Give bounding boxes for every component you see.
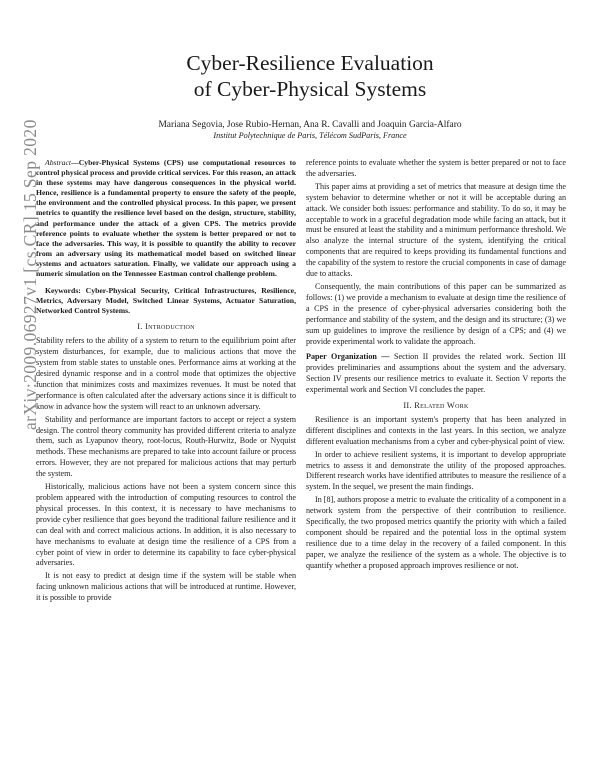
paper-organization-text: Section II provides the related work. Section III provides preliminaries and assumptions about the system and the adversary. Section IV presents our resilience metrics to evaluate it. Section V reports the experimental work and Section VI concludes the paper. [306, 352, 566, 395]
section-heading-related-work: II. Related Work [403, 401, 469, 411]
keywords: Keywords: Cyber-Physical Security, Critical Infrastructures, Resilience, Metrics, Adversary Model, Switched Linear Systems, Actuator Saturation, Networked Control Systems. [36, 286, 296, 316]
section-heading-introduction: I. Introduction [137, 322, 195, 332]
paper-organization-label: Paper Organization — [306, 352, 390, 362]
title-line-1: Cyber-Resilience Evaluation [186, 51, 434, 75]
author-list: Mariana Segovia, Jose Rubio-Hernan, Ana R. Cavalli and Joaquin Garcia-Alfaro [158, 120, 462, 130]
intro-paragraph: Stability refers to the ability of a system to return to the equilibrium point after system disturbances, for example, due to malicious actions that move the system from stable states to unstable ones. Performance aims at working at the desired dynamic response and in a control mode that optimizes the objective function that minimizes costs and maximizes revenues. It must be noted that performance is often calculated after the adversary actions since it is difficult to know in advance how the system will react to an unknown adversary. [36, 336, 296, 411]
related-work-paragraph: In order to achieve resilient systems, it is important to develop appropriate metrics to assess it and demonstrate the utility of the proposed approaches. Different research works have identified attributes to measure the resilience of a system. In the sequel, we present the main findings. [306, 449, 566, 492]
intro-paragraph: Historically, malicious actions have not been a system concern since this problem appeared with the introduction of computing resources to control the physical processes. In this context, it is necessary to have mechanisms to provide cyber resilience that goes beyond the traditional failure resilience and it can deal with and correct malicious actions. In addition, it is also necessary to have mechanisms to evaluate at design time the resilience of a CPS from a cyber point of view in order to determine its capability to face cyber-physical adversaries. [36, 482, 296, 568]
contributions-paragraph: Consequently, the main contributions of this paper can be summarized as follows: (1) we provide a mechanism to evaluate at design time the resilience of a CPS in the presence of cyber-physical adversaries considering both the performance and stability of the system, and the design and its structure; (3) we sum up guidelines to improve the resilience by design of a CPS; and (4) we provide experimental work to validate the approach. [306, 281, 566, 346]
related-work-paragraph: Resilience is an important system's property that has been analyzed in different disciplines and contexts in the last years. In this section, we analyze different evaluation mechanisms from a cyber and cyber-physical point of view. [306, 414, 566, 446]
intro-paragraph: Stability and performance are important factors to accept or reject a system design. The control theory community has provided different criteria to analyze them, such as Lyapunov theory, root-locus, Routh-Hurwitz, Bode or Nyquist methods. These mechanisms are prepared to take into account failure or process errors. However, they are not prepared for malicious actions that may perturb the system. [36, 414, 296, 479]
intro-paragraph: This paper aims at providing a set of metrics that measure at design time the system behavior to determine whether or not it will be acceptable during an attack. We consider both issues: performance and stability. To do so, it may be acceptable to work in a graceful degradation mode while facing an attack, but it must be ensured at least the stability and a minimum performance threshold. We also analyze the internal structure of the system, identifying the critical components that are required to keeps providing its fundamental functions and the capability of the system to restore the crucial components in case of damage due to attacks. [306, 181, 566, 279]
intro-paragraph: reference points to evaluate whether the system is better prepared or not to face the adversaries. [306, 158, 566, 178]
abstract-text: —Cyber-Physical Systems (CPS) use computational resources to control physical process and provide critical services. For this reason, an attack in these systems may have dangerous consequences in the physical world. Hence, resilience is a fundamental property to ensure the safety of the people, the environment and the controlled physical process. In this paper, we present metrics to quantify the resilience level based on the design, structure, stability, and performance under the attack of a given CPS. The metrics provide reference points to evaluate whether the system is better prepared or not to face the adversaries. This way, it is possible to quantify the ability to recover from an adversary using its mathematical model based on switched linear systems and actuators saturation. Finally, we validate our approach using a numeric simulation on the Tennessee Eastman control challenge problem. [36, 158, 296, 279]
intro-paragraph: It is not easy to predict at design time if the system will be stable when facing unknown malicious actions that will be introduced at runtime. However, it is possible to provide [36, 571, 296, 603]
arxiv-identifier: arXiv:2009.06927v1 [cs.CR] 15 Sep 2020 [20, 119, 40, 430]
paper-title [60, 50, 560, 102]
left-column [36, 158, 296, 604]
affiliation: Institut Polytechnique de Paris, Télécom SudParis, France [213, 131, 407, 140]
right-column [306, 158, 566, 572]
abstract [36, 158, 296, 279]
abstract-lead: Abstract [45, 158, 72, 167]
title-line-2: of Cyber-Physical Systems [193, 77, 427, 101]
paper-organization-paragraph [306, 352, 566, 396]
related-work-paragraph: In [8], authors propose a metric to evaluate the criticality of a component in a network system from the perspective of their contribution to resilience. Specifically, the two proposed metrics quantify the priority with which a failed component should be repaired and the potential loss in the optimal system resilience due to a time delay in the recovery of a failed component. In this paper, we analyze the resilience of the system as a whole. The objective is to quantify whether a proposed approach improves resilience or not. [306, 495, 566, 570]
